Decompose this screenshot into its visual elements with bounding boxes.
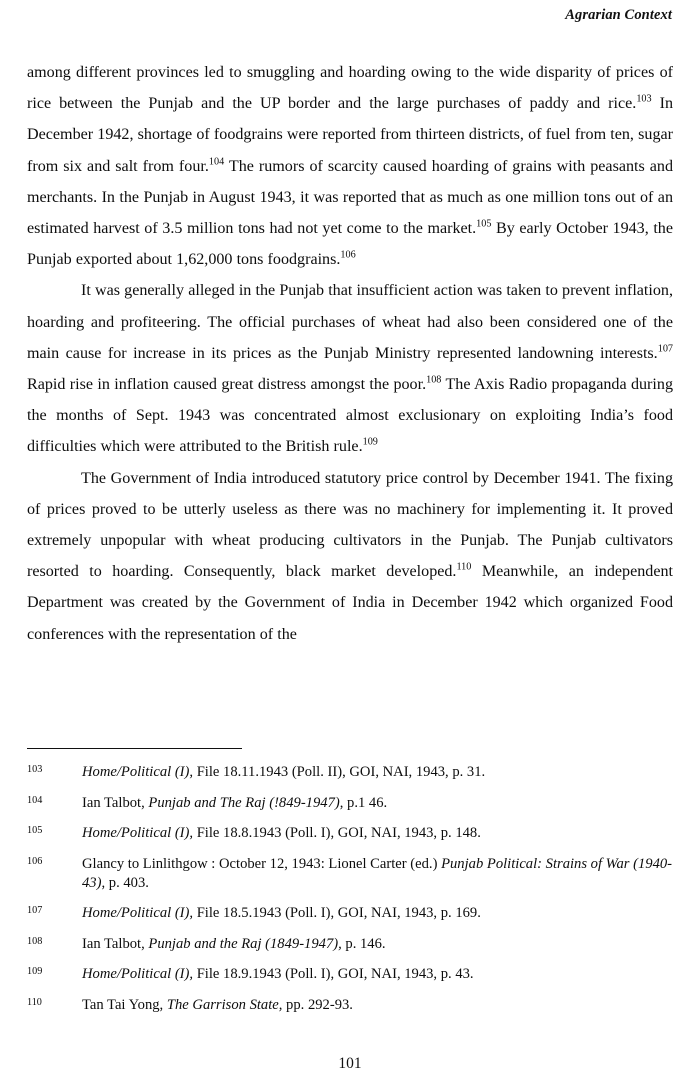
text-run: In December 1942, shortage of foodgrains were reported from thirteen districts, of fuel from ten, sugar from six and salt from four. xyxy=(27,95,673,175)
body-paragraph xyxy=(27,463,673,650)
text-run: File 18.9.1943 (Poll. I), GOI, NAI, 1943, p. 43. xyxy=(193,966,474,982)
footnote-number: 109 xyxy=(27,966,43,977)
text-run: pp. 292-93. xyxy=(282,996,353,1013)
text-run: It was generally alleged in the Punjab that insufficient action was taken to prevent inflation, hoarding and profiteering. The official purchases of wheat had also been considered one of the main cause for increase in its prices as the Punjab Ministry represented landowning interests. xyxy=(27,282,673,362)
footnote-marker: 104 xyxy=(208,156,225,168)
text-run: File 18.8.1943 (Poll. I), GOI, NAI, 1943, p. 148. xyxy=(193,825,481,841)
citation-title: The Garrison State, xyxy=(166,996,283,1013)
text-run: among different provinces led to smuggling and hoarding owing to the wide disparity of prices of rice between the Punjab and the UP border and the large purchases of paddy and rice. xyxy=(27,64,673,113)
footnote-marker: 110 xyxy=(456,561,472,573)
text-run: Ian Talbot, xyxy=(82,935,149,952)
text-run: Ian Talbot, xyxy=(82,794,149,811)
text-run: Rapid rise in inflation caused great distress amongst the poor. xyxy=(27,376,427,394)
running-head: Agrarian Context xyxy=(565,7,672,23)
page-number: 101 xyxy=(338,1055,362,1072)
footnote-number: 107 xyxy=(27,905,43,916)
citation-title: Punjab Political: Strains of War (1940-43) xyxy=(82,855,673,891)
footnote-entry xyxy=(27,935,673,954)
footnote-text xyxy=(82,935,673,954)
footnote-marker: 107 xyxy=(657,343,673,355)
citation-title: Home/Political (I), xyxy=(82,905,194,921)
citation-title: Home/Political (I), xyxy=(82,966,194,982)
footnote-entry xyxy=(27,965,673,984)
footnote-text xyxy=(82,904,673,923)
footnote-number: 108 xyxy=(27,935,43,947)
citation-title: Home/Political (I), xyxy=(82,764,194,780)
footnote-marker: 105 xyxy=(476,218,492,230)
footnote-number: 110 xyxy=(27,996,42,1008)
text-run: , p. 403. xyxy=(101,874,149,891)
text-run: The Axis Radio propaganda during the months of Sept. 1943 was concentrated almost exclusionary on exploiting India’s food difficulties which were attributed to the British rule. xyxy=(27,376,673,456)
body-text-block xyxy=(27,57,673,650)
text-run: File 18.5.1943 (Poll. I), GOI, NAI, 1943, p. 169. xyxy=(193,905,481,921)
text-run: File 18.11.1943 (Poll. II), GOI, NAI, 1943, p. 31. xyxy=(193,764,486,780)
footnote-text xyxy=(82,855,673,893)
body-paragraph xyxy=(27,275,673,462)
footnote-number: 103 xyxy=(27,764,43,775)
text-run: Meanwhile, an independent Department was created by the Government of India in December 1942 which organized Food conferences with the representation of the xyxy=(27,563,673,643)
footnote-entry xyxy=(27,996,673,1015)
footnote-entry xyxy=(27,904,673,923)
text-run: Tan Tai Yong, xyxy=(82,996,167,1013)
footnote-entry xyxy=(27,794,673,813)
footnote-text xyxy=(82,965,673,984)
footnote-entry xyxy=(27,824,673,843)
footnote-entry xyxy=(27,763,673,782)
text-run: The Government of India introduced statutory price control by December 1941. The fixing of prices proved to be utterly useless as there was no machinery for implementing it. It proved extremely unpopular with wheat producing cultivators in the Punjab. The Punjab cultivators resorted to hoarding. Consequently, black market developed. xyxy=(27,469,673,581)
footnote-text xyxy=(82,763,673,782)
footnote-marker: 109 xyxy=(362,437,378,449)
footnote-separator-rule xyxy=(27,748,242,749)
text-run: Glancy to Linlithgow : October 12, 1943: Lionel Carter (ed.) xyxy=(82,855,442,872)
footnote-text xyxy=(82,794,673,813)
citation-title: Punjab and The Raj (!849-1947) xyxy=(148,794,340,811)
footnote-number: 105 xyxy=(27,825,43,836)
text-run: The rumors of scarcity caused hoarding of grains with peasants and merchants. In the Punjab in August 1943, it was reported that as much as one million tons out of an estimated harvest of 3.5 million tons had not yet come to the market. xyxy=(27,157,674,238)
text-run: p. 146. xyxy=(341,935,386,952)
footnote-marker: 103 xyxy=(636,93,652,105)
footnote-marker: 108 xyxy=(426,374,442,386)
footnote-number: 106 xyxy=(27,855,43,867)
footnote-list xyxy=(27,763,673,1026)
text-run: , p.1 46. xyxy=(339,794,388,811)
footnote-entry xyxy=(27,855,673,893)
text-run: By early October 1943, the Punjab exported about 1,62,000 tons foodgrains. xyxy=(27,220,673,269)
footnote-number: 104 xyxy=(27,794,43,806)
footnote-text xyxy=(82,824,673,843)
footnote-marker: 106 xyxy=(340,249,356,261)
citation-title: Punjab and the Raj (1849-1947), xyxy=(148,935,342,952)
footnote-text xyxy=(82,996,673,1015)
body-paragraph xyxy=(27,57,673,275)
citation-title: Home/Political (I), xyxy=(82,825,194,841)
